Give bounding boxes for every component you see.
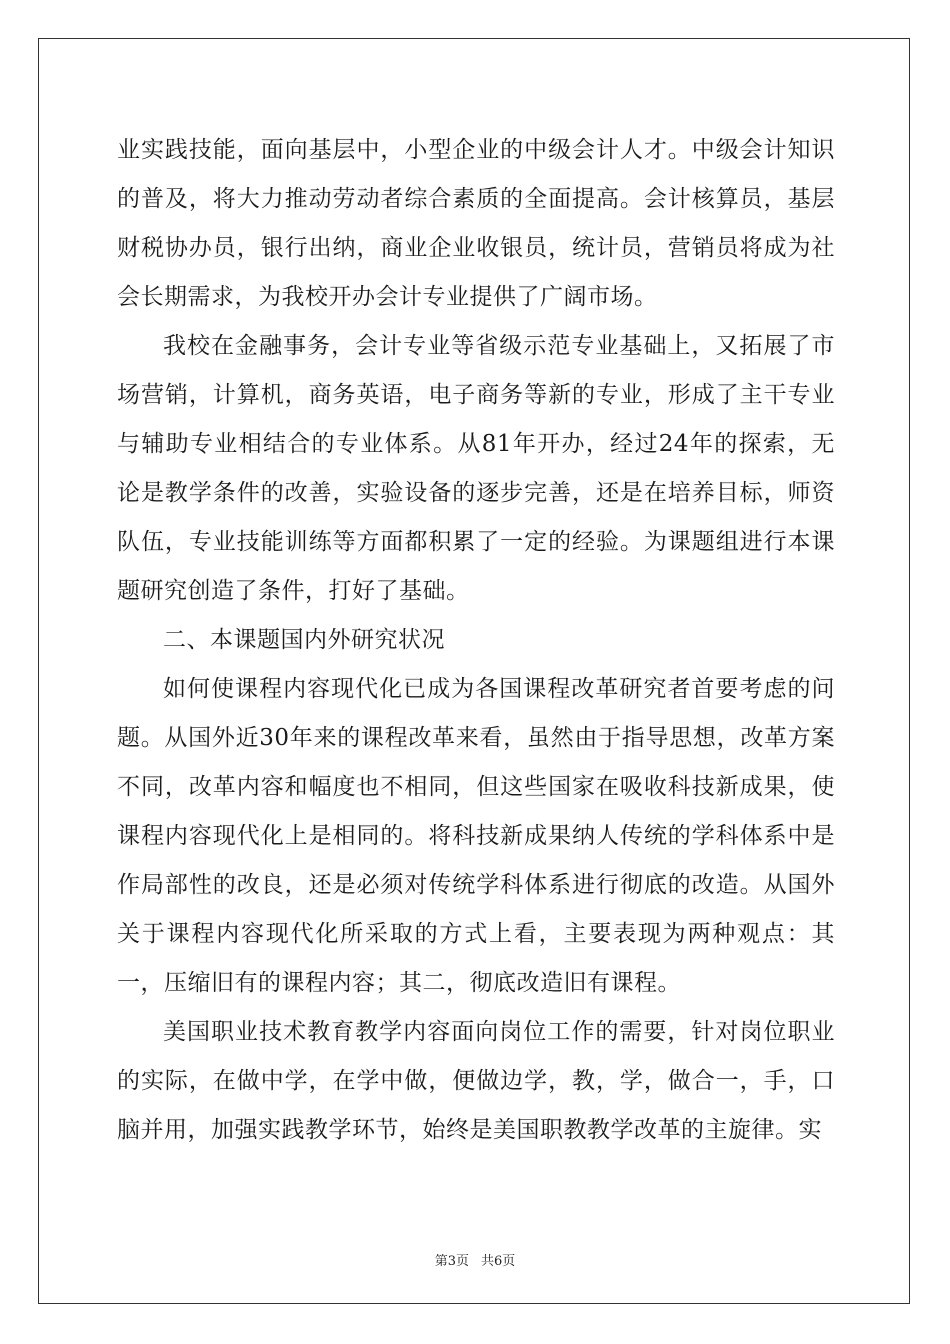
paragraph-2: 我校在金融事务，会计专业等省级示范专业基础上，又拓展了市场营销，计算机，商务英语，电子商务等新的专业，形成了主干专业与辅助专业相结合的专业体系。从81年开办，经过24年的探索，无论是教学条件的改善，实验设备的逐步完善，还是在培养目标，师资队伍，专业技能训练等方面都积累了一定的经验。为课题组进行本课题研究创造了条件，打好了基础。 bbox=[117, 333, 835, 604]
section-heading: 二、本课题国内外研究状况 bbox=[163, 627, 445, 653]
page-footer bbox=[0, 1250, 950, 1269]
paragraph-3: 如何使课程内容现代化已成为各国课程改革研究者首要考虑的问题。从国外近30年来的课程改革来看，虽然由于指导思想，改革方案不同，改革内容和幅度也不相同，但这些国家在吸收科技新成果，使课程内容现代化上是相同的。将科技新成果纳人传统的学科体系中是作局部性的改良，还是必须对传统学科体系进行彻底的改造。从国外关于课程内容现代化所采取的方式上看，主要表现为两种观点：其一，压缩旧有的课程内容；其二，彻底改造旧有课程。 bbox=[117, 676, 835, 996]
page-number: 第3页 bbox=[434, 1254, 469, 1269]
paragraph-4: 美国职业技术教育教学内容面向岗位工作的需要，针对岗位职业的实际，在做中学，在学中做，便做边学，教，学，做合一，手，口脑并用，加强实践教学环节，始终是美国职教教学改革的主旋律。实 bbox=[117, 1019, 835, 1143]
page-total: 共6页 bbox=[481, 1254, 516, 1269]
paragraph-1: 业实践技能，面向基层中，小型企业的中级会计人才。中级会计知识的普及，将大力推动劳动者综合素质的全面提高。会计核算员，基层财税协办员，银行出纳，商业企业收银员，统计员，营销员将成为社会长期需求，为我校开办会计专业提供了广阔市场。 bbox=[117, 137, 835, 310]
document-body bbox=[117, 126, 835, 1155]
